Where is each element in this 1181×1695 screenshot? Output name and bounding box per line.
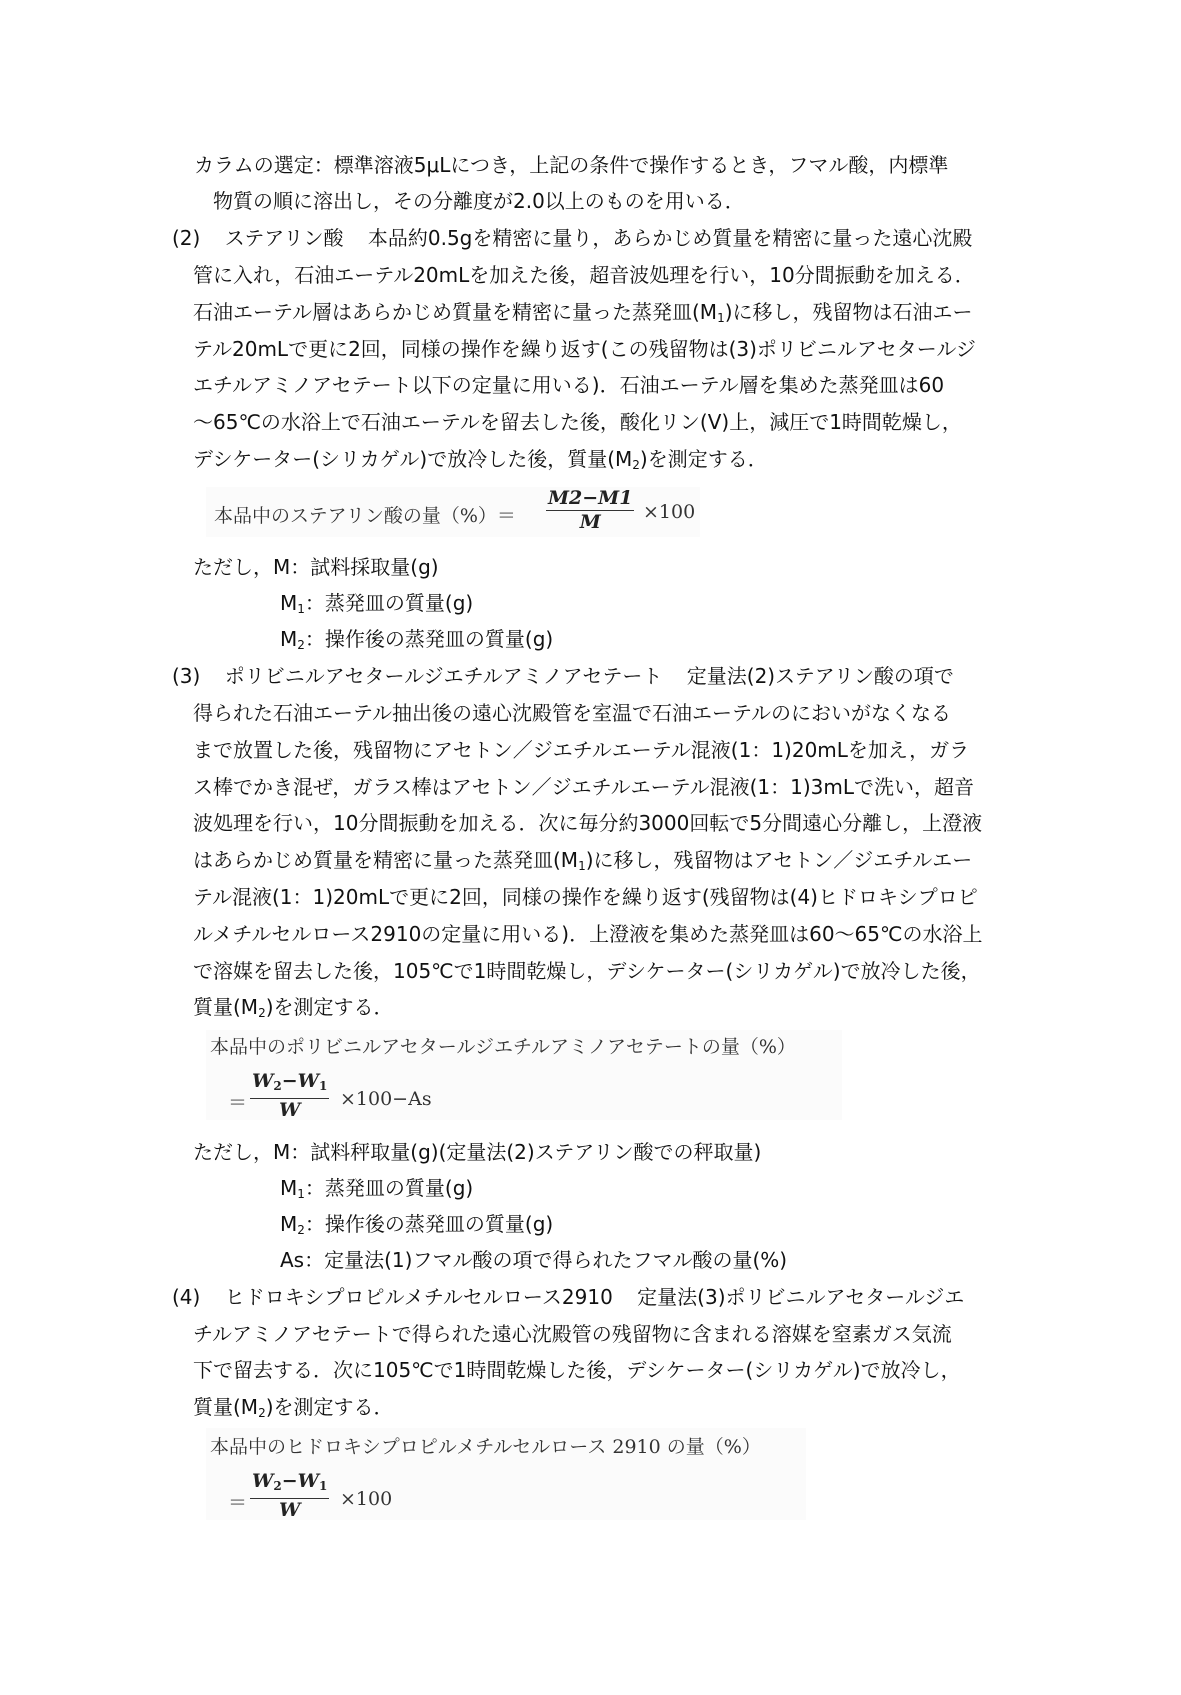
text: 石油エーテル層はあらかじめ質量を精密に量った蒸発皿(M (193, 300, 718, 324)
numerator (250, 1470, 329, 1499)
definition-symbol: M (280, 1212, 298, 1236)
definition-prefix: ただし， (193, 555, 273, 579)
section-number: (4) (172, 1285, 201, 1309)
definition-row (193, 1139, 761, 1165)
section-3-line: 波処理を行い，10分間振動を加える．次に毎分約3000回転で5分間遠心分離し，上澄液 (193, 811, 983, 835)
text: はあらかじめ質量を精密に量った蒸発皿(M (193, 848, 579, 872)
subscript: 2 (632, 458, 640, 472)
subscript: 2 (297, 1223, 305, 1237)
polyvinyl-formula (206, 1030, 842, 1120)
definition-row (280, 590, 473, 622)
definition-symbol: M (273, 1140, 291, 1164)
definition-row (280, 1211, 553, 1243)
subscript: 2 (258, 1006, 266, 1020)
operator: − (281, 1070, 298, 1092)
section-3-line: ス棒でかき混ぜ，ガラス棒はアセトン／ジエチルエーテル混液(1：1)3mLで洗い，超音 (193, 775, 975, 799)
section-2-line (193, 446, 768, 478)
subscript: 1 (318, 1479, 328, 1493)
formula-label: 本品中のステアリン酸の量（%）＝ (214, 505, 516, 527)
var: W (297, 1070, 319, 1092)
definition-text: ：定量法(1)フマル酸の項で得られたフマル酸の量(%) (304, 1248, 788, 1272)
section-2-line: 管に入れ，石油エーテル20mLを加えた後，超音波処理を行い，10分間振動を加える． (193, 263, 975, 287)
definition-symbol: M (273, 555, 291, 579)
definition-prefix: ただし， (193, 1140, 273, 1164)
section-3-line: ルメチルセルロース2910の定量に用いる)．上澄液を集めた蒸発皿は60～65℃の水浴上 (193, 922, 983, 946)
section-number: (3) (172, 664, 201, 688)
section-3-line: で溶媒を留去した後，105℃で1時間乾燥し，デシケーター(シリカゲル)で放冷した後， (193, 959, 981, 983)
section-number: (2) (172, 226, 201, 250)
section-2-line (193, 299, 973, 331)
definition-row (193, 554, 439, 580)
formula-equals: ＝ (228, 1092, 248, 1114)
numerator: M2−M1 (548, 487, 633, 509)
formula-suffix: ×100−As (340, 1088, 432, 1110)
section-3-line (193, 994, 394, 1026)
subscript: 2 (273, 1479, 282, 1493)
stearic-acid-formula (206, 487, 700, 537)
definition-text: ：蒸発皿の質量(g) (304, 1176, 474, 1200)
section-2-line: テル20mLで更に2回，同様の操作を繰り返す(この残留物は(3)ポリビニルアセタールジ (193, 337, 976, 361)
definition-symbol: M (280, 627, 298, 651)
definition-row (280, 1175, 473, 1207)
subscript: 1 (297, 1187, 305, 1201)
section-title: ポリビニルアセタールジエチルアミノアセテート (224, 664, 663, 688)
definition-text: ：試料秤取量(g)(定量法(2)ステアリン酸での秤取量) (290, 1140, 762, 1164)
formula-label: 本品中のポリビニルアセタールジエチルアミノアセテートの量（%） (210, 1036, 796, 1058)
numerator (250, 1070, 329, 1099)
var: W (252, 1070, 274, 1092)
subscript: 2 (273, 1079, 282, 1093)
section-3-line: 得られた石油エーテル抽出後の遠心沈殿管を室温で石油エーテルのにおいがなくなる (193, 701, 951, 725)
subscript: 2 (297, 638, 305, 652)
section-text: 定量法(2)ステアリン酸の項で (686, 664, 954, 688)
section-2-heading (172, 225, 972, 251)
definition-text: ：蒸発皿の質量(g) (304, 591, 474, 615)
text: 質量(M (193, 995, 259, 1019)
definition-text: ：操作後の蒸発皿の質量(g) (304, 627, 554, 651)
section-2-line: エチルアミノアセテート以下の定量に用いる)．石油エーテル層を集めた蒸発皿は60 (193, 373, 945, 397)
definition-symbol: M (280, 591, 298, 615)
denominator: W (278, 1099, 301, 1121)
subscript: 1 (297, 602, 305, 616)
formula-equals: ＝ (228, 1492, 248, 1514)
text: )に移し，残留物はアセトン／ジエチルエー (585, 848, 973, 872)
column-selection-line-1: カラムの選定：標準溶液5μLにつき，上記の条件で操作するとき，フマル酸，内標準 (194, 153, 949, 177)
subscript: 1 (578, 859, 586, 873)
var: W (252, 1470, 274, 1492)
formula-suffix: ×100 (643, 501, 696, 523)
definition-text: ：試料採取量(g) (290, 555, 439, 579)
definition-symbol: As (280, 1248, 305, 1272)
text: デシケーター(シリカゲル)で放冷した後，質量(M (193, 447, 633, 471)
subscript: 1 (318, 1079, 328, 1093)
definition-symbol: M (280, 1176, 298, 1200)
section-3-line: まで放置した後，残留物にアセトン／ジエチルエーテル混液(1：1)20mLを加え，ガラ (193, 738, 970, 762)
section-3-heading (172, 663, 954, 689)
column-selection-line-2: 物質の順に溶出し，その分離度が2.0以上のものを用いる． (213, 189, 745, 213)
text: )を測定する． (265, 995, 394, 1019)
text: )を測定する． (639, 447, 768, 471)
section-3-line: テル混液(1：1)20mLで更に2回，同様の操作を繰り返す(残留物は(4)ヒドロキシプロピ (193, 885, 978, 909)
section-title: ヒドロキシプロピルメチルセルロース2910 (224, 1285, 613, 1309)
operator: − (281, 1470, 298, 1492)
section-2-line: ～65℃の水浴上で石油エーテルを留去した後，酸化リン(Ⅴ)上，減圧で1時間乾燥し， (193, 410, 962, 434)
text: )を測定する． (265, 1395, 394, 1419)
formula-label: 本品中のヒドロキシプロピルメチルセルロース 2910 の量（%） (210, 1436, 761, 1458)
section-4-line: 下で留去する．次に105℃で1時間乾燥した後，デシケーター(シリカゲル)で放冷し， (193, 1358, 961, 1382)
section-title: ステアリン酸 (224, 226, 344, 250)
hpmc-formula (206, 1428, 806, 1520)
formula-fraction (250, 1470, 329, 1521)
section-text: 本品約0.5gを精密に量り，あらかじめ質量を精密に量った遠心沈殿 (367, 226, 973, 250)
formula-suffix: ×100 (340, 1488, 393, 1510)
section-4-line: チルアミノアセテートで得られた遠心沈殿管の残留物に含まれる溶媒を窒素ガス気流 (193, 1322, 952, 1346)
formula-fraction (546, 487, 634, 533)
denominator: W (278, 1499, 301, 1521)
definition-row (280, 626, 553, 658)
text: 質量(M (193, 1395, 259, 1419)
text: )に移し，残留物は石油エー (724, 300, 973, 324)
denominator: M (579, 511, 601, 533)
section-text: 定量法(3)ポリビニルアセタールジエ (637, 1285, 965, 1309)
section-4-heading (172, 1284, 964, 1310)
section-4-line (193, 1394, 394, 1426)
subscript: 1 (717, 311, 725, 325)
var: W (297, 1470, 319, 1492)
formula-fraction (250, 1070, 329, 1121)
definition-row (280, 1247, 787, 1273)
section-3-line (193, 847, 972, 879)
definition-text: ：操作後の蒸発皿の質量(g) (304, 1212, 554, 1236)
subscript: 2 (258, 1406, 266, 1420)
